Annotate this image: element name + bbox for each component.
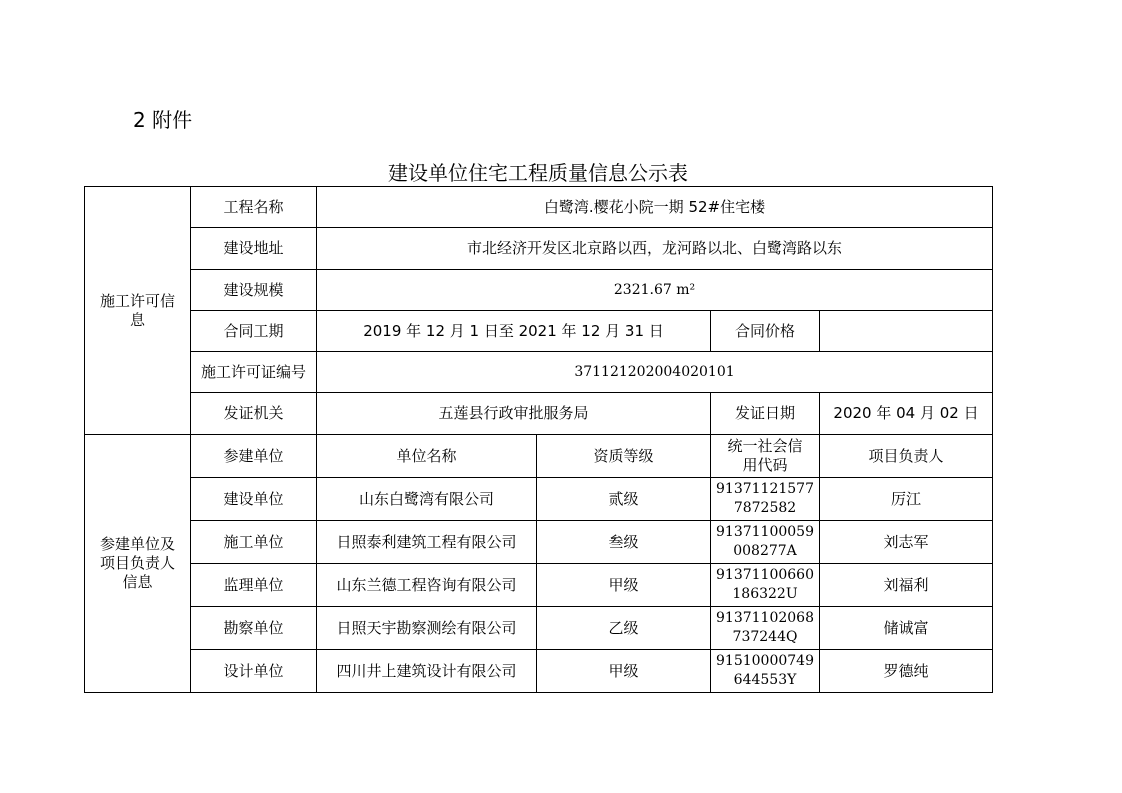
- row-unit-name: 日照泰利建筑工程有限公司: [317, 521, 537, 564]
- row-credit-code: 91371100660 186322U: [711, 564, 820, 607]
- scale-label: 建设规模: [191, 270, 317, 311]
- row-grade: 甲级: [537, 650, 711, 693]
- column-header-leader: 项目负责人: [820, 435, 993, 478]
- row-grade: 叁级: [537, 521, 711, 564]
- row-leader: 刘福利: [820, 564, 993, 607]
- table-row: [85, 521, 993, 564]
- column-header-credit-code: 统一社会信 用代码: [711, 435, 820, 478]
- issue-date-label: 发证日期: [711, 393, 820, 435]
- permit-number-label: 施工许可证编号: [191, 352, 317, 393]
- column-header-role: 参建单位: [191, 435, 317, 478]
- row-grade: 贰级: [537, 478, 711, 521]
- price-label: 合同价格: [711, 311, 820, 352]
- period-label: 合同工期: [191, 311, 317, 352]
- document-title: 建设单位住宅工程质量信息公示表: [388, 161, 688, 185]
- scale-value: 2321.67 m²: [317, 270, 993, 311]
- table-row: [85, 187, 993, 228]
- row-credit-code: 91371102068 737244Q: [711, 607, 820, 650]
- row-credit-code: 91510000749 644553Y: [711, 650, 820, 693]
- table-row: [85, 650, 993, 693]
- period-value: 2019 年 12 月 1 日至 2021 年 12 月 31 日: [317, 311, 711, 352]
- row-unit-name: 山东兰德工程咨询有限公司: [317, 564, 537, 607]
- info-table: [84, 186, 993, 693]
- attachment-label: 2 附件: [133, 108, 193, 132]
- row-role: 设计单位: [191, 650, 317, 693]
- address-value: 市北经济开发区北京路以西，龙河路以北、白鹭湾路以东: [317, 228, 993, 270]
- table-row: [85, 478, 993, 521]
- row-role: 勘察单位: [191, 607, 317, 650]
- row-leader: 罗德纯: [820, 650, 993, 693]
- row-credit-code: 91371100059 008277A: [711, 521, 820, 564]
- row-unit-name: 日照天宇勘察测绘有限公司: [317, 607, 537, 650]
- table-row: [85, 393, 993, 435]
- row-leader: 储诚富: [820, 607, 993, 650]
- row-leader: 厉江: [820, 478, 993, 521]
- row-grade: 甲级: [537, 564, 711, 607]
- table-row: [85, 311, 993, 352]
- project-name-label: 工程名称: [191, 187, 317, 228]
- row-leader: 刘志军: [820, 521, 993, 564]
- row-role: 建设单位: [191, 478, 317, 521]
- column-header-name: 单位名称: [317, 435, 537, 478]
- row-credit-code: 91371121577 7872582: [711, 478, 820, 521]
- row-unit-name: 山东白鹭湾有限公司: [317, 478, 537, 521]
- row-role: 施工单位: [191, 521, 317, 564]
- table-row: [85, 228, 993, 270]
- row-grade: 乙级: [537, 607, 711, 650]
- permit-group-label: 施工许可信 息: [85, 187, 191, 435]
- table-row: [85, 564, 993, 607]
- table-row: [85, 607, 993, 650]
- issue-date-value: 2020 年 04 月 02 日: [820, 393, 993, 435]
- permit-number-value: 371121202004020101: [317, 352, 993, 393]
- table-header-row: [85, 435, 993, 478]
- price-value: [820, 311, 993, 352]
- row-role: 监理单位: [191, 564, 317, 607]
- column-header-grade: 资质等级: [537, 435, 711, 478]
- issuer-value: 五莲县行政审批服务局: [317, 393, 711, 435]
- table-row: [85, 352, 993, 393]
- row-unit-name: 四川井上建筑设计有限公司: [317, 650, 537, 693]
- participants-group-label: 参建单位及 项目负责人 信息: [85, 435, 191, 693]
- project-name-value: 白鹭湾.樱花小院一期 52#住宅楼: [317, 187, 993, 228]
- table-row: [85, 270, 993, 311]
- issuer-label: 发证机关: [191, 393, 317, 435]
- address-label: 建设地址: [191, 228, 317, 270]
